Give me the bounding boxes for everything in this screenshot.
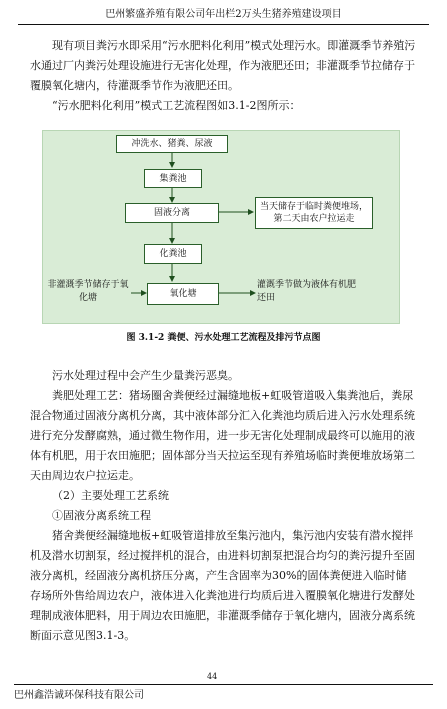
page-footer: 巴州鑫浩诚环保科技有限公司: [14, 690, 144, 701]
figure-reference: “污水肥料化利用”模式工艺流程图如3.1-2图所示：: [52, 99, 301, 112]
subsection-heading: ①固液分离系统工程: [52, 509, 151, 522]
odor-paragraph: 污水处理过程中会产生少量粪污恶臭。: [52, 369, 239, 382]
separation-system-paragraph: 猪舍粪便经漏缝地板+虹吸管道排放至集污池内，集污池内安装有潜水搅拌机及潜水切割泵，经过搅拌机的混合，由进料切割泵把混合均匀的粪污提升至固液分离机，经固液分离机挤压分离，产生含固率为30%的固体粪便进入临时储存场所外售给周边农户，液体进入化粪池进行均质后进入覆膜氧化塘进行发酵处理制成液体肥料，用于周边农田施肥，非灌溉季储存于氧化塘内，固液分离系统断面示意见图3.1-3。: [30, 529, 415, 642]
intro-block: [30, 36, 417, 116]
section-heading: （2）主要处理工艺系统: [52, 489, 169, 502]
flow-step-oxidation-pond: 氧化塘: [147, 283, 219, 305]
footer-divider: [14, 684, 433, 685]
flow-note-non-irrigation: 非灌溉季节储存于氧化塘: [47, 280, 129, 303]
flow-step-inputs: 冲洗水、猪粪、尿液: [116, 135, 228, 153]
figure-caption: 图 3.1-2 粪便、污水处理工艺流程及排污节点图: [126, 333, 321, 343]
flow-step-separation: 固液分离: [125, 203, 219, 223]
page-number: 44: [207, 672, 218, 681]
flow-note-irrigation: 灌溉季节做为液体有机肥还田: [257, 280, 357, 303]
flow-side-solid-storage: 当天储存于临时粪便堆场，第二天由农户拉运走: [255, 197, 373, 229]
process-flowchart: [42, 130, 400, 324]
main-block: [30, 366, 417, 646]
flow-step-septic-tank: 化粪池: [144, 244, 202, 264]
page-header: 巴州繁盛养殖有限公司年出栏2万头生猪养殖建设项目: [18, 6, 429, 25]
intro-paragraph: 现有项目粪污水即采用“污水肥料化利用”模式处理污水。即灌溉季节养殖污水通过厂内粪污处理设施进行无害化处理，作为液肥还田；非灌溉季节拉储存于覆膜氧化塘内，待灌溉季节作为液肥还田。: [30, 39, 416, 92]
manure-process-paragraph: 粪肥处理工艺：猪场圈舍粪便经过漏缝地板+虹吸管道吸入集粪池后，粪尿混合物通过固液分离机分离，其中液体部分汇入化粪池均质后进入污水处理系统进行充分发酵腐熟，通过微生物作用，进一步无害化处理制成最终可以施用的液体有机肥，用于农田施肥；固体部分当天拉运至现有养殖场临时粪便堆放场第二天由周边农户拉运走。: [30, 389, 415, 482]
flow-step-collection-pit: 集粪池: [144, 169, 202, 188]
